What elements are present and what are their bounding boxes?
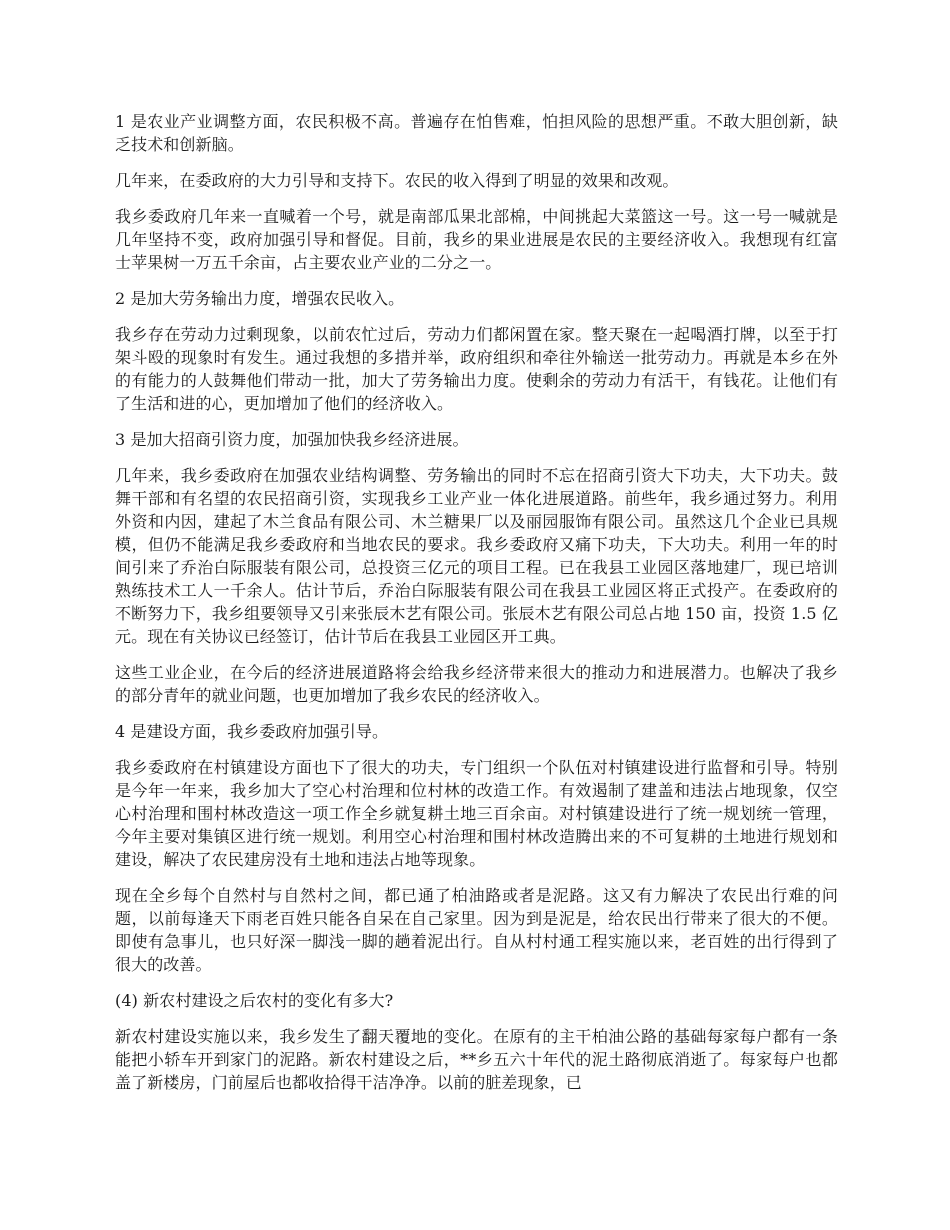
paragraph-1: 1 是农业产业调整方面，农民积极不高。普遍存在怕售难，怕担风险的思想严重。不敢大胆创新，缺乏技术和创新脑。: [115, 112, 838, 154]
paragraph-3: 我乡委政府几年来一直喊着一个号，就是南部瓜果北部棉，中间挑起大菜篮这一号。这一号一喊就是几年坚持不变，政府加强引导和督促。目前，我乡的果业进展是农民的主要经济收入。我想现有红富士苹果树一万五千余亩，占主要农业产业的二分之一。: [115, 207, 838, 272]
paragraph-2: 几年来，在委政府的大力引导和支持下。农民的收入得到了明显的效果和改观。: [115, 171, 679, 190]
paragraph-8: 这些工业企业，在今后的经济进展道路将会给我乡经济带来很大的推动力和进展潜力。也解决了我乡的部分青年的就业问题，也更加增加了我乡农民的经济收入。: [115, 663, 838, 705]
paragraph-4: 2 是加大劳务输出力度，增强农民收入。: [115, 289, 405, 308]
document-page: [115, 110, 838, 1107]
paragraph-6: 3 是加大招商引资力度，加强加快我乡经济进展。: [115, 430, 469, 449]
paragraph-5: 我乡存在劳动力过剩现象，以前农忙过后，劳动力们都闲置在家。整天聚在一起喝酒打牌，以至于打架斗殴的现象时有发生。通过我想的多措并举，政府组织和牵往外输送一批劳动力。再就是本乡在外的有能力的人鼓舞他们带动一批，加大了劳务输出力度。使剩余的劳动力有活干，有钱花。让他们有了生活和进的心，更加增加了他们的经济收入。: [115, 325, 838, 413]
paragraph-7: 几年来，我乡委政府在加强农业结构调整、劳务输出的同时不忘在招商引资大下功夫，大下功夫。鼓舞干部和有名望的农民招商引资，实现我乡工业产业一体化进展道路。前些年，我乡通过努力。利用外资和内因，建起了木兰食品有限公司、木兰糖果厂以及丽园服饰有限公司。虽然这几个企业已具规模，但仍不能满足我乡委政府和当地农民的要求。我乡委政府又痛下功夫，下大功夫。利用一年的时间引来了乔治白际服装有限公司，总投资三亿元的项目工程。已在我县工业园区落地建厂，现已培训熟练技术工人一千余人。估计节后，乔治白际服装有限公司在我县工业园区将正式投产。在委政府的不断努力下，我乡组要领导又引来张辰木艺有限公司。张辰木艺有限公司总占地 150 亩，投资 1.5 亿元。现在有关协议已经签订，估计节后在我县工业园区开工典。: [115, 466, 838, 646]
paragraph-13: 新农村建设实施以来，我乡发生了翻天覆地的变化。在原有的主干柏油公路的基础每家每户都有一条能把小轿车开到家门的泥路。新农村建设之后，**乡五六十年代的泥土路彻底消逝了。每家每户也都盖了新楼房，门前屋后也都收拾得干洁净净。以前的脏差现象，已: [115, 1027, 838, 1092]
paragraph-10: 我乡委政府在村镇建设方面也下了很大的功夫，专门组织一个队伍对村镇建设进行监督和引导。特别是今年一年来，我乡加大了空心村治理和位村林的改造工作。有效遏制了建盖和违法占地现象，仅空心村治理和围村林改造这一项工作全乡就复耕土地三百余亩。对村镇建设进行了统一规划统一管理，今年主要对集镇区进行统一规划。利用空心村治理和围村林改造腾出来的不可复耕的土地进行规划和建设，解决了农民建房没有土地和违法占地等现象。: [115, 758, 838, 869]
paragraph-9: 4 是建设方面，我乡委政府加强引导。: [115, 722, 389, 741]
paragraph-12: (4) 新农村建设之后农村的变化有多大?: [115, 991, 394, 1010]
paragraph-11: 现在全乡每个自然村与自然村之间，都已通了柏油路或者是泥路。这又有力解决了农民出行难的问题，以前每逢天下雨老百姓只能各自呆在自己家里。因为到是泥是，给农民出行带来了很大的不便。即使有急事儿，也只好深一脚浅一脚的趟着泥出行。自从村村通工程实施以来，老百姓的出行得到了很大的改善。: [115, 886, 838, 974]
